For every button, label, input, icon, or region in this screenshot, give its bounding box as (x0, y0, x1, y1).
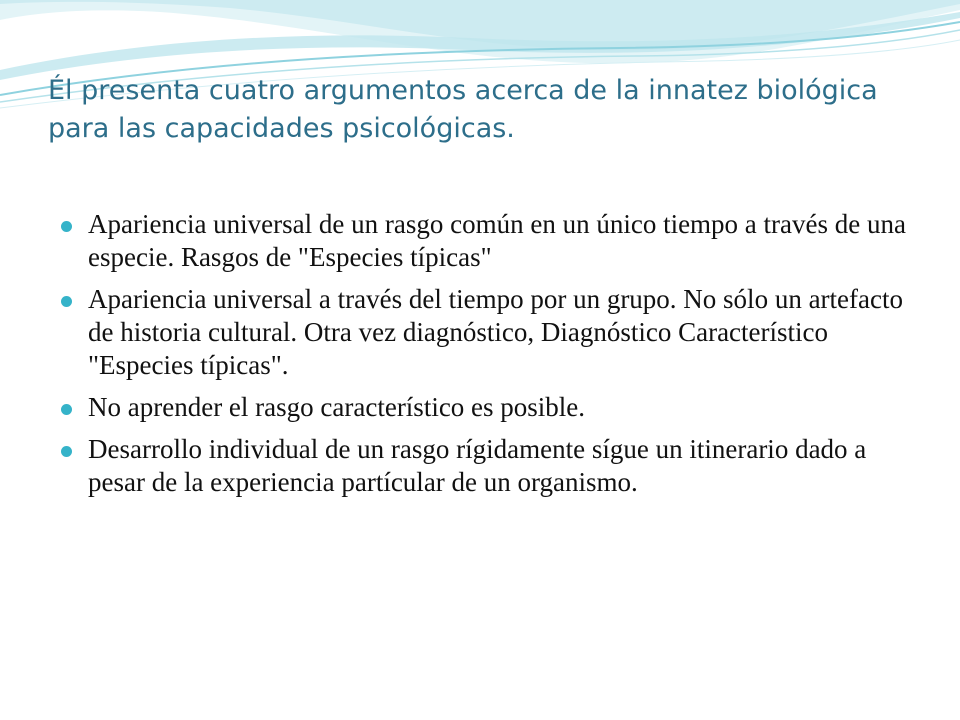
list-item (58, 208, 918, 274)
list-item (58, 391, 918, 424)
bullet-text: Apariencia universal a través del tiempo por un grupo. No sólo un artefacto de historia cultural. Otra vez diagnóstico, Diagnóstico Característico "Especies típicas". (88, 284, 903, 380)
bullet-list (58, 208, 918, 508)
bullet-icon (61, 221, 72, 232)
bullet-icon (61, 404, 72, 415)
bullet-icon (61, 296, 72, 307)
bullet-text: Desarrollo individual de un rasgo rígidamente sígue un itinerario dado a pesar de la experiencia partícular de un organismo. (88, 434, 867, 497)
list-item (58, 433, 918, 499)
bullet-text: No aprender el rasgo característico es posible. (88, 392, 586, 422)
bullet-text: Apariencia universal de un rasgo común en un único tiempo a través de una especie. Rasgos de "Especies típicas" (88, 209, 906, 272)
slide-title: Él presenta cuatro argumentos acerca de la innatez biológica para las capacidades psicológicas. (48, 75, 878, 144)
bullet-icon (61, 446, 72, 457)
list-item (58, 283, 918, 382)
